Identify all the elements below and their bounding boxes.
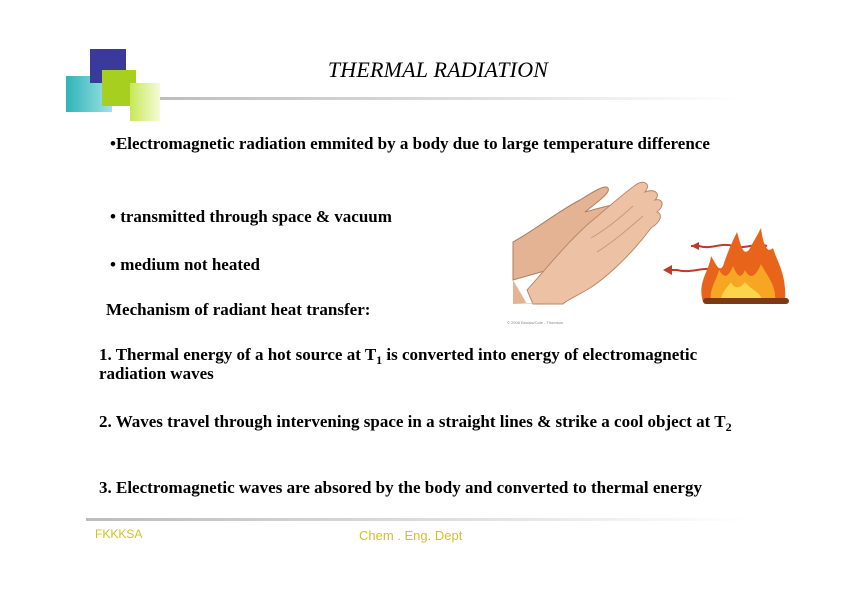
mechanism-heading: Mechanism of radiant heat transfer: (106, 300, 371, 319)
hands-fire-illustration (505, 170, 800, 330)
point-1-subscript: 1 (376, 353, 383, 367)
point-2-text: 2. Waves travel through intervening space in a straight lines & strike a cool object at T (99, 412, 726, 431)
bullet-2: • transmitted through space & vacuum (110, 207, 392, 226)
point-1-text-rest: is converted into energy of electromagnetic radiation waves (99, 345, 698, 383)
bullet-3: • medium not heated (110, 255, 260, 274)
slide-title: THERMAL RADIATION (327, 57, 549, 82)
point-2 (99, 412, 749, 434)
point-3-text: 3. Electromagnetic waves are absored by the body and converted to thermal energy (99, 478, 702, 497)
title-divider (160, 97, 740, 100)
footer-left: FKKKSA (95, 527, 143, 541)
bullet-1: •Electromagnetic radiation emmited by a body due to large temperature difference (110, 134, 710, 153)
point-3 (99, 478, 749, 497)
point-1 (99, 345, 739, 383)
footer-divider (86, 518, 746, 521)
hands-icon (513, 182, 662, 304)
point-2-subscript: 2 (725, 420, 732, 434)
image-credit: © 2006 Brooks/Cole - Thomson (507, 320, 564, 325)
footer-center: Chem . Eng. Dept (359, 528, 463, 543)
decor-square-lime (130, 83, 160, 121)
point-1-text: 1. Thermal energy of a hot source at T (99, 345, 377, 364)
fire-icon (701, 228, 789, 304)
